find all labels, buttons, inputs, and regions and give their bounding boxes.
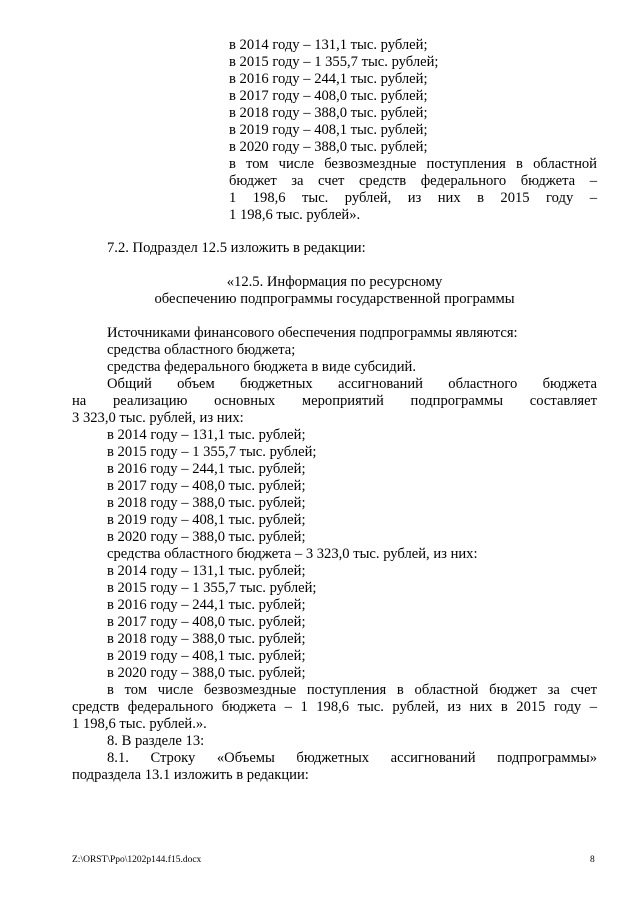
- top-year-line: в 2018 году – 388,0 тыс. рублей;: [229, 105, 428, 121]
- top-year-line: в 2016 году – 244,1 тыс. рублей;: [229, 71, 428, 87]
- item-8-1-line: подраздела 13.1 изложить в редакции:: [72, 767, 309, 783]
- year-line: в 2015 году – 1 355,7 тыс. рублей;: [107, 580, 317, 596]
- page-number: 8: [590, 855, 595, 865]
- source-item: средства областного бюджета;: [107, 342, 296, 358]
- top-note-line: 1 198,6 тыс. рублей».: [229, 207, 361, 223]
- source-item: средства федерального бюджета в виде субсидий.: [107, 359, 416, 375]
- section-title-line: «12.5. Информация по ресурсному: [226, 274, 443, 290]
- top-year-line: в 2014 году – 131,1 тыс. рублей;: [229, 37, 428, 53]
- final-note-line: 1 198,6 тыс. рублей.».: [72, 716, 207, 732]
- total-line: на реализацию основных мероприятий подпрограммы составляет: [72, 393, 597, 409]
- item-8: 8. В разделе 13:: [107, 733, 205, 749]
- year-line: в 2016 году – 244,1 тыс. рублей;: [107, 597, 306, 613]
- total-line: Общий объем бюджетных ассигнований областного бюджета: [107, 376, 597, 392]
- year-line: в 2014 году – 131,1 тыс. рублей;: [107, 427, 306, 443]
- year-line: в 2020 году – 388,0 тыс. рублей;: [107, 665, 306, 681]
- year-line: в 2016 году – 244,1 тыс. рублей;: [107, 461, 306, 477]
- year-line: в 2017 году – 408,0 тыс. рублей;: [107, 614, 306, 630]
- top-note-line: 1 198,6 тыс. рублей, из них в 2015 году –: [229, 190, 597, 206]
- year-line: в 2018 году – 388,0 тыс. рублей;: [107, 495, 306, 511]
- item-8-1-line: 8.1. Строку «Объемы бюджетных ассигнований подпрограммы»: [107, 750, 597, 766]
- top-year-line: в 2017 году – 408,0 тыс. рублей;: [229, 88, 428, 104]
- sources-intro: Источниками финансового обеспечения подпрограммы являются:: [107, 325, 518, 341]
- final-note-line: средств федерального бюджета – 1 198,6 тыс. рублей, из них в 2015 году –: [72, 699, 597, 715]
- item-7-2: 7.2. Подраздел 12.5 изложить в редакции:: [107, 240, 366, 256]
- top-year-line: в 2015 году – 1 355,7 тыс. рублей;: [229, 54, 439, 70]
- year-line: в 2019 году – 408,1 тыс. рублей;: [107, 648, 306, 664]
- top-note-line: бюджет за счет средств федерального бюджета –: [229, 173, 597, 189]
- year-line: в 2019 году – 408,1 тыс. рублей;: [107, 512, 306, 528]
- footer-file-path: Z:\ORST\Ppo\1202p144.f15.docx: [72, 855, 202, 865]
- section-title-line: обеспечению подпрограммы государственной программы: [154, 291, 515, 307]
- regional-intro: средства областного бюджета – 3 323,0 тыс. рублей, из них:: [107, 546, 478, 562]
- year-line: в 2017 году – 408,0 тыс. рублей;: [107, 478, 306, 494]
- top-year-line: в 2020 году – 388,0 тыс. рублей;: [229, 139, 428, 155]
- top-note-line: в том числе безвозмездные поступления в областной: [229, 156, 597, 172]
- total-line: 3 323,0 тыс. рублей, из них:: [72, 410, 244, 426]
- year-line: в 2014 году – 131,1 тыс. рублей;: [107, 563, 306, 579]
- year-line: в 2018 году – 388,0 тыс. рублей;: [107, 631, 306, 647]
- final-note-line: в том числе безвозмездные поступления в областной бюджет за счет: [107, 682, 597, 698]
- top-year-line: в 2019 году – 408,1 тыс. рублей;: [229, 122, 428, 138]
- year-line: в 2020 году – 388,0 тыс. рублей;: [107, 529, 306, 545]
- year-line: в 2015 году – 1 355,7 тыс. рублей;: [107, 444, 317, 460]
